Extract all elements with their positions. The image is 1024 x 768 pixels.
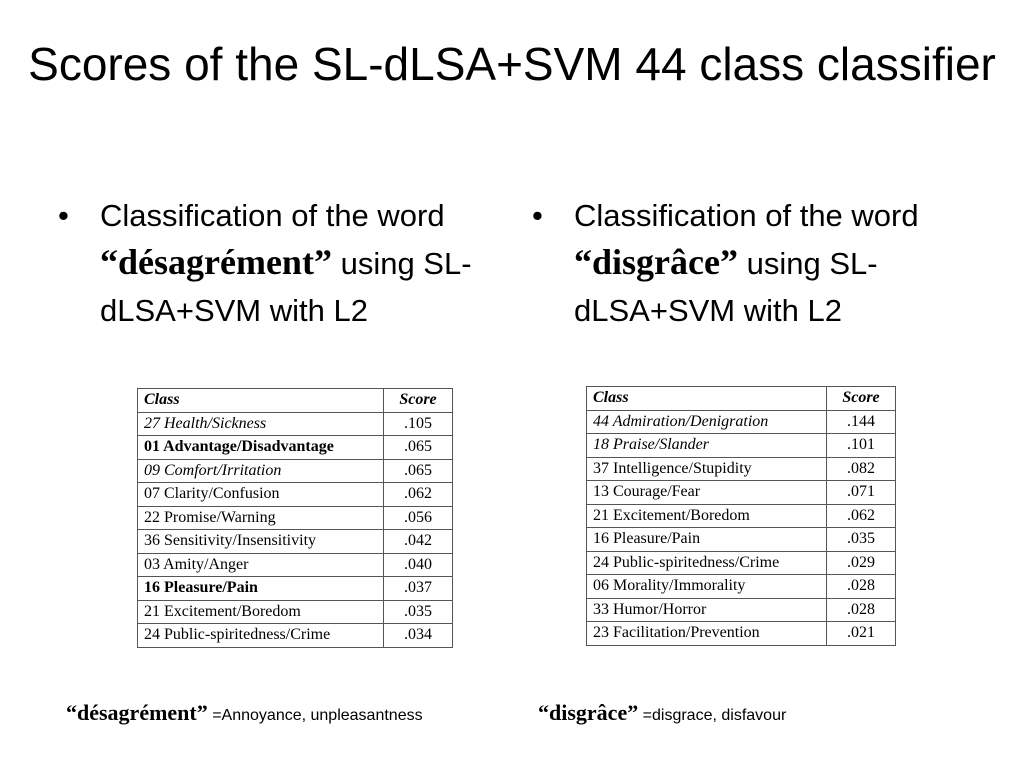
class-cell: 03 Amity/Anger bbox=[138, 553, 384, 577]
score-header: Score bbox=[827, 387, 896, 411]
table-row bbox=[587, 434, 896, 458]
left-text-before: Classification of the word bbox=[100, 198, 445, 233]
left-bullet-marker: • bbox=[58, 198, 69, 233]
table-row bbox=[587, 457, 896, 481]
table-row bbox=[138, 412, 453, 436]
table-row bbox=[138, 483, 453, 507]
table-row bbox=[587, 528, 896, 552]
table-row bbox=[138, 506, 453, 530]
slide-title: Scores of the SL-dLSA+SVM 44 class classifier bbox=[28, 38, 996, 90]
score-cell: .042 bbox=[384, 530, 453, 554]
class-cell: 09 Comfort/Irritation bbox=[138, 459, 384, 483]
table-row bbox=[138, 553, 453, 577]
score-cell: .034 bbox=[384, 624, 453, 648]
class-header: Class bbox=[138, 389, 384, 413]
right-bullet-text bbox=[574, 192, 972, 334]
score-cell: .144 bbox=[827, 410, 896, 434]
left-word: “désagrément” bbox=[100, 242, 332, 282]
score-cell: .056 bbox=[384, 506, 453, 530]
score-cell: .071 bbox=[827, 481, 896, 505]
table-row bbox=[138, 436, 453, 460]
table-row bbox=[138, 459, 453, 483]
left-gloss-text: =Annoyance, unpleasantness bbox=[212, 707, 423, 724]
class-cell: 21 Excitement/Boredom bbox=[138, 600, 384, 624]
right-gloss bbox=[538, 700, 786, 726]
score-cell: .028 bbox=[827, 575, 896, 599]
left-bullet-text bbox=[100, 192, 498, 334]
score-cell: .062 bbox=[384, 483, 453, 507]
class-cell: 36 Sensitivity/Insensitivity bbox=[138, 530, 384, 554]
score-cell: .035 bbox=[827, 528, 896, 552]
score-cell: .065 bbox=[384, 436, 453, 460]
score-cell: .101 bbox=[827, 434, 896, 458]
table-row bbox=[587, 551, 896, 575]
right-word: “disgrâce” bbox=[574, 242, 738, 282]
left-bullet-block bbox=[58, 192, 498, 334]
score-cell: .040 bbox=[384, 553, 453, 577]
score-cell: .105 bbox=[384, 412, 453, 436]
score-cell: .028 bbox=[827, 598, 896, 622]
right-bullet-block bbox=[532, 192, 972, 334]
class-cell: 18 Praise/Slander bbox=[587, 434, 827, 458]
left-gloss bbox=[66, 700, 423, 726]
table-header-row bbox=[587, 387, 896, 411]
class-cell: 24 Public-spiritedness/Crime bbox=[138, 624, 384, 648]
class-cell: 06 Morality/Immorality bbox=[587, 575, 827, 599]
score-cell: .037 bbox=[384, 577, 453, 601]
score-cell: .082 bbox=[827, 457, 896, 481]
right-bullet-marker: • bbox=[532, 198, 543, 233]
score-cell: .065 bbox=[384, 459, 453, 483]
class-cell: 37 Intelligence/Stupidity bbox=[587, 457, 827, 481]
class-cell: 13 Courage/Fear bbox=[587, 481, 827, 505]
left-text-after: using SL-dLSA+SVM with L2 bbox=[100, 246, 472, 328]
score-cell: .029 bbox=[827, 551, 896, 575]
table-row bbox=[587, 410, 896, 434]
class-header: Class bbox=[587, 387, 827, 411]
class-cell: 07 Clarity/Confusion bbox=[138, 483, 384, 507]
left-gloss-word: “désagrément” bbox=[66, 700, 208, 725]
table-header-row bbox=[138, 389, 453, 413]
right-score-table bbox=[586, 386, 896, 646]
class-cell: 24 Public-spiritedness/Crime bbox=[587, 551, 827, 575]
class-cell: 27 Health/Sickness bbox=[138, 412, 384, 436]
table-row bbox=[138, 600, 453, 624]
right-text-before: Classification of the word bbox=[574, 198, 919, 233]
class-cell: 33 Humor/Horror bbox=[587, 598, 827, 622]
class-cell: 16 Pleasure/Pain bbox=[138, 577, 384, 601]
right-gloss-text: =disgrace, disfavour bbox=[642, 707, 787, 724]
table-row bbox=[138, 624, 453, 648]
class-cell: 16 Pleasure/Pain bbox=[587, 528, 827, 552]
score-cell: .035 bbox=[384, 600, 453, 624]
table-row bbox=[587, 598, 896, 622]
class-cell: 21 Excitement/Boredom bbox=[587, 504, 827, 528]
right-gloss-word: “disgrâce” bbox=[538, 700, 639, 725]
table-row bbox=[587, 622, 896, 646]
score-header: Score bbox=[384, 389, 453, 413]
table-row bbox=[138, 577, 453, 601]
class-cell: 44 Admiration/Denigration bbox=[587, 410, 827, 434]
table-row bbox=[587, 481, 896, 505]
table-row bbox=[138, 530, 453, 554]
left-score-table bbox=[137, 388, 453, 648]
score-cell: .062 bbox=[827, 504, 896, 528]
class-cell: 01 Advantage/Disadvantage bbox=[138, 436, 384, 460]
table-row bbox=[587, 575, 896, 599]
class-cell: 22 Promise/Warning bbox=[138, 506, 384, 530]
table-row bbox=[587, 504, 896, 528]
score-cell: .021 bbox=[827, 622, 896, 646]
class-cell: 23 Facilitation/Prevention bbox=[587, 622, 827, 646]
right-text-after: using SL-dLSA+SVM with L2 bbox=[574, 246, 878, 328]
